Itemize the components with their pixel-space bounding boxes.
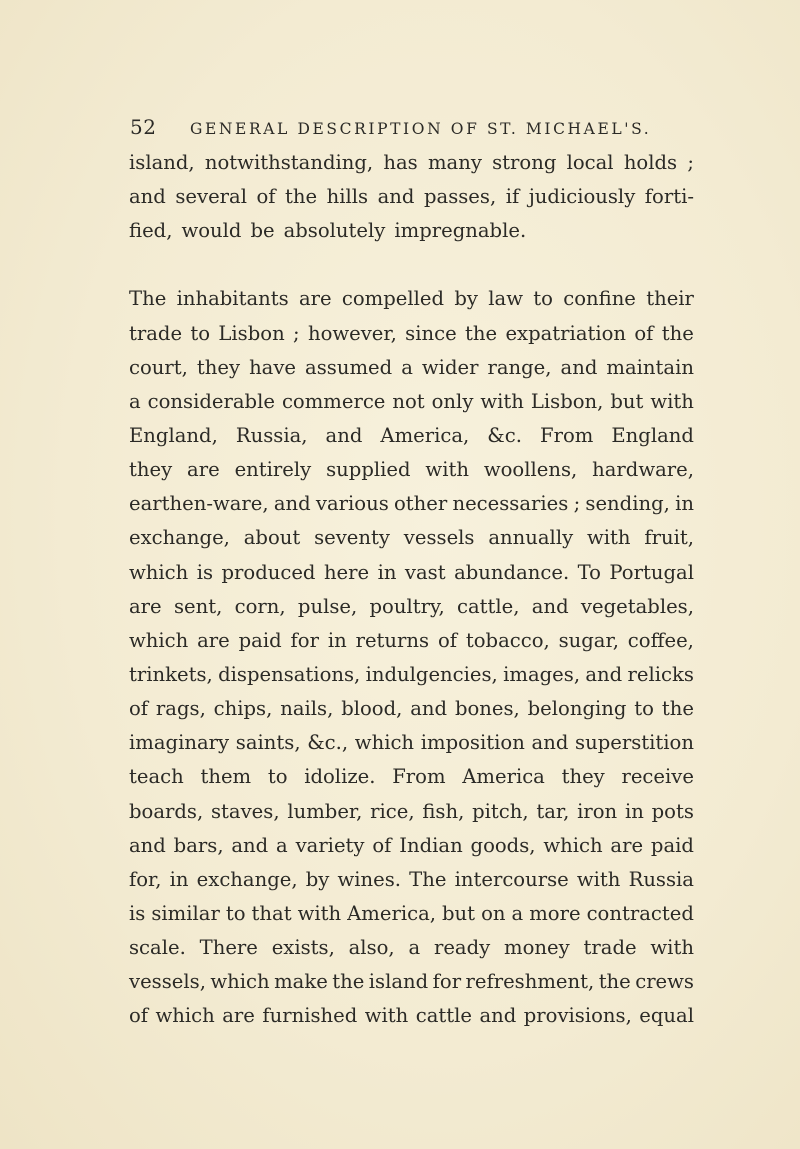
text-line: vessels, which make the island for refreshment, the crews (129, 970, 694, 994)
text-line: island, notwithstanding, has many strong local holds ; (129, 151, 694, 174)
text-line: trinkets, dispensations, indulgencies, images, and relicks (129, 662, 694, 686)
text-line: scale. There exists, also, a ready money trade with (129, 936, 694, 960)
paragraph-1 (129, 146, 694, 248)
text-line: boards, staves, lumber, rice, fish, pitch, tar, iron in pots (129, 799, 694, 823)
paragraph-gap (129, 248, 694, 282)
running-head (130, 115, 690, 143)
body-text (129, 146, 694, 1034)
text-line: exchange, about seventy vessels annually with fruit, (129, 526, 694, 550)
text-line: and several of the hills and passes, if judiciously forti- (129, 185, 694, 209)
paragraph-2 (129, 282, 694, 1033)
text-line: fied, would be absolutely impregnable. (129, 219, 527, 243)
text-line: earthen-ware, and various other necessaries ; sending, in (129, 492, 694, 516)
text-line: trade to Lisbon ; however, since the expatriation of the (129, 321, 694, 345)
text-line: The inhabitants are compelled by law to confine their (129, 287, 694, 311)
text-line: is similar to that with America, but on a more contracted (129, 901, 694, 925)
text-line: teach them to idolize. From America they receive (129, 765, 694, 789)
page-number: 52 (130, 115, 157, 139)
text-line: a considerable commerce not only with Lisbon, but with (129, 389, 694, 413)
text-line: for, in exchange, by wines. The intercourse with Russia (129, 867, 694, 891)
text-line: imaginary saints, &c., which imposition and superstition (129, 731, 694, 755)
header-title: GENERAL DESCRIPTION OF ST. MICHAEL'S. (190, 120, 652, 138)
text-line: and bars, and a variety of Indian goods, which are paid (129, 833, 694, 857)
text-line: which are paid for in returns of tobacco, sugar, coffee, (129, 628, 694, 652)
text-line: which is produced here in vast abundance. To Portugal (129, 560, 694, 584)
text-line: of rags, chips, nails, blood, and bones, belonging to the (129, 697, 694, 721)
text-line: court, they have assumed a wider range, and maintain (129, 355, 694, 379)
text-line: England, Russia, and America, &c. From England (129, 423, 694, 447)
text-line: are sent, corn, pulse, poultry, cattle, and vegetables, (129, 594, 694, 618)
text-line: of which are furnished with cattle and provisions, equal (129, 1004, 694, 1028)
text-line: they are entirely supplied with woollens, hardware, (129, 458, 694, 482)
